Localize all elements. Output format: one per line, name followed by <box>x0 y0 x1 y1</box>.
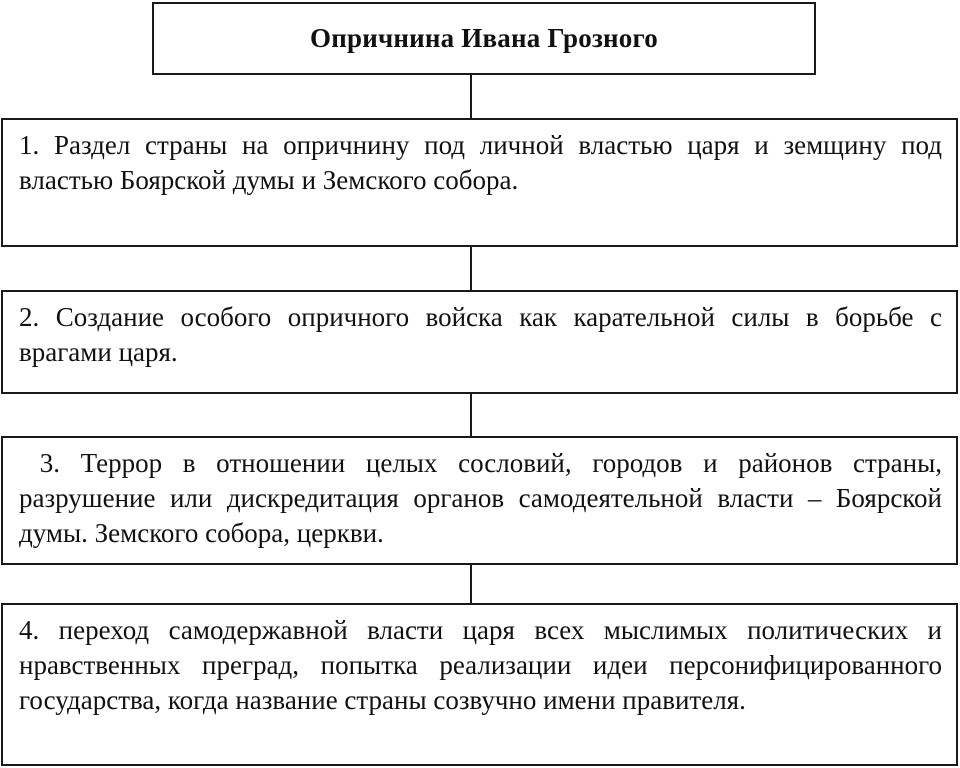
diagram-title: Опричнина Ивана Грозного <box>310 23 658 53</box>
connector-line <box>470 247 472 290</box>
connector-line <box>470 394 472 436</box>
diagram-item-box-4 <box>1 603 958 766</box>
diagram-item-text-1: 1. Раздел страны на опричнину под личной властью царя и земщину под властью Боярской думы и Земского собора. <box>19 130 942 195</box>
diagram-item-box-3 <box>1 436 958 565</box>
diagram-item-text-2: 2. Создание особого опричного войска как карательной силы в борьбе с врагами царя. <box>19 302 942 367</box>
connector-line <box>470 75 472 118</box>
diagram-item-box-2 <box>1 290 958 394</box>
connector-line <box>470 565 472 603</box>
diagram-item-box-1 <box>1 118 958 247</box>
diagram-title-box <box>152 2 816 75</box>
diagram-item-text-4: 4. переход самодержавной власти царя всех мыслимых политических и нравственных преград, попытка реализации идеи персонифицированного государства, когда название страны созвучно имени правителя. <box>19 615 942 715</box>
diagram-item-text-3: 3. Террор в отношении целых сословий, городов и районов страны, разрушение или дискредитация органов самодеятельной власти – Боярской думы. Земского собора, церкви. <box>19 448 949 548</box>
